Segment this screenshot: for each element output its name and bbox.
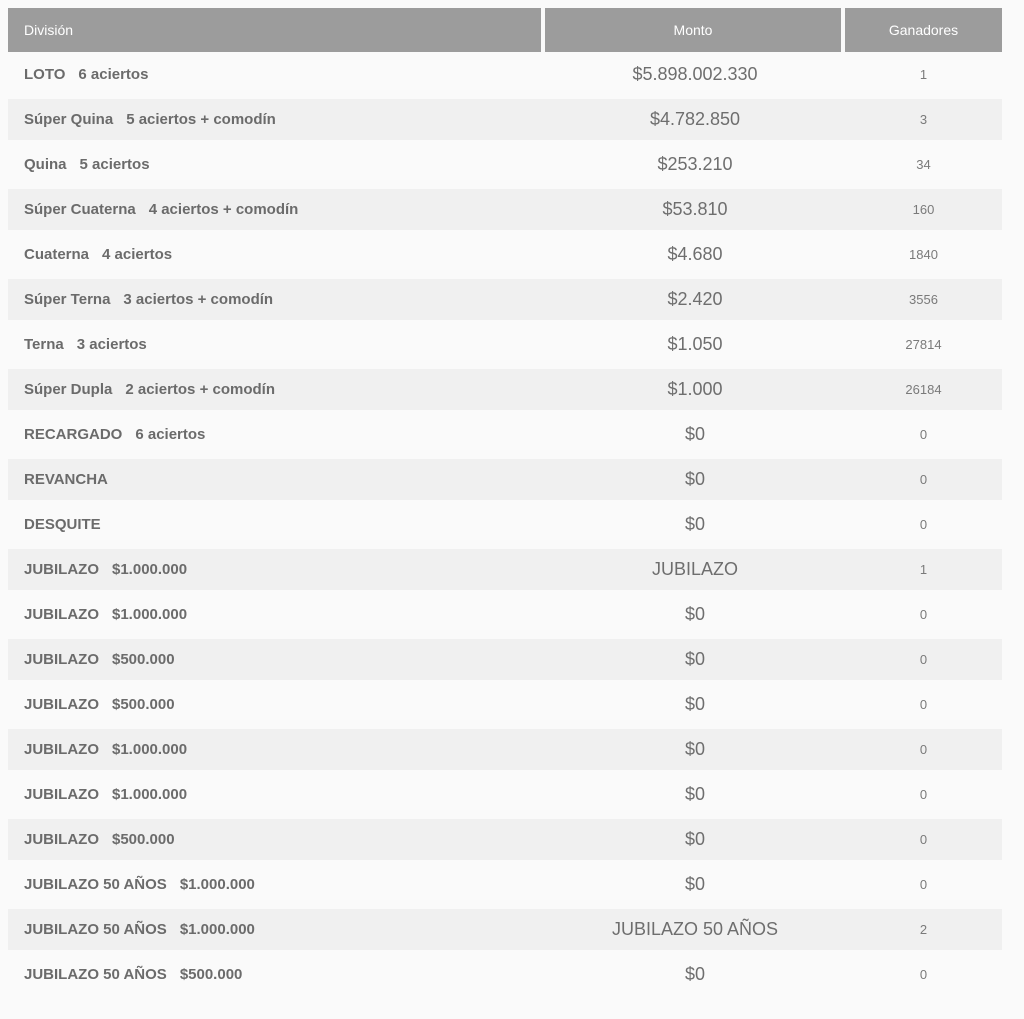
division-cell — [8, 639, 545, 680]
table-row — [8, 187, 1002, 232]
ganadores-cell: 3556 — [909, 292, 938, 307]
division-name: Cuaterna — [24, 246, 90, 263]
table-row — [8, 367, 1002, 412]
division-detail: $1.000.000 — [112, 741, 188, 758]
monto-cell: JUBILAZO 50 AÑOS — [611, 919, 779, 939]
division-cell — [8, 414, 545, 455]
ganadores-cell: 0 — [919, 517, 928, 532]
monto-cell: $253.210 — [657, 154, 733, 174]
table-row — [8, 682, 1002, 727]
column-header-ganadores: Ganadores — [845, 8, 1002, 52]
division-detail: 3 aciertos — [76, 336, 147, 353]
division-detail: 4 aciertos — [102, 246, 173, 263]
monto-cell: $0 — [684, 604, 706, 624]
division-name: Súper Terna — [24, 291, 111, 308]
division-name: Quina — [24, 156, 67, 173]
division-cell — [8, 504, 545, 545]
division-detail: 3 aciertos + comodín — [123, 291, 274, 308]
monto-cell: $0 — [684, 829, 706, 849]
division-detail: $1.000.000 — [179, 876, 255, 893]
ganadores-cell: 0 — [919, 652, 928, 667]
division-cell — [8, 549, 545, 590]
division-cell — [8, 369, 545, 410]
division-name: JUBILAZO 50 AÑOS — [24, 876, 167, 893]
division-name: JUBILAZO — [24, 561, 99, 578]
column-header-division: División — [8, 8, 541, 52]
monto-cell: $53.810 — [662, 199, 728, 219]
monto-cell: $0 — [684, 784, 706, 804]
ganadores-cell: 0 — [919, 742, 928, 757]
division-detail: $1.000.000 — [179, 921, 255, 938]
division-name: RECARGADO — [24, 426, 123, 443]
column-header-monto: Monto — [545, 8, 841, 52]
table-row — [8, 547, 1002, 592]
division-cell — [8, 864, 545, 905]
division-name: JUBILAZO — [24, 741, 99, 758]
table-row — [8, 412, 1002, 457]
ganadores-cell: 0 — [919, 697, 928, 712]
monto-cell: $1.050 — [667, 334, 723, 354]
monto-cell: JUBILAZO — [651, 559, 739, 579]
division-cell — [8, 189, 545, 230]
ganadores-cell: 1 — [919, 67, 928, 82]
division-detail: $1.000.000 — [112, 786, 188, 803]
table-row — [8, 637, 1002, 682]
division-detail: $500.000 — [112, 651, 175, 668]
division-detail: $500.000 — [112, 831, 175, 848]
division-cell — [8, 324, 545, 365]
division-name: Terna — [24, 336, 64, 353]
table-row — [8, 277, 1002, 322]
ganadores-cell: 26184 — [905, 382, 942, 397]
ganadores-cell: 0 — [919, 967, 928, 982]
table-row — [8, 727, 1002, 772]
division-name: REVANCHA — [24, 471, 108, 488]
ganadores-cell: 0 — [919, 472, 928, 487]
table-row — [8, 142, 1002, 187]
division-detail: $1.000.000 — [112, 561, 188, 578]
ganadores-cell: 2 — [919, 922, 928, 937]
ganadores-cell: 27814 — [905, 337, 942, 352]
division-name: JUBILAZO — [24, 606, 99, 623]
table-row — [8, 772, 1002, 817]
division-cell — [8, 54, 545, 95]
ganadores-cell: 0 — [919, 787, 928, 802]
table-row — [8, 862, 1002, 907]
division-cell — [8, 279, 545, 320]
table-row — [8, 232, 1002, 277]
division-name: Súper Dupla — [24, 381, 113, 398]
monto-cell: $0 — [684, 694, 706, 714]
ganadores-cell: 0 — [919, 607, 928, 622]
table-row — [8, 457, 1002, 502]
division-detail: 2 aciertos + comodín — [125, 381, 275, 398]
ganadores-cell: 3 — [919, 112, 928, 127]
division-cell — [8, 819, 545, 860]
division-detail: $500.000 — [179, 966, 243, 983]
table-row — [8, 952, 1002, 997]
table-row — [8, 97, 1002, 142]
division-cell — [8, 234, 545, 275]
division-cell — [8, 684, 545, 725]
table-row — [8, 592, 1002, 637]
division-name: JUBILAZO — [24, 831, 99, 848]
division-name: JUBILAZO — [24, 651, 99, 668]
division-cell — [8, 774, 545, 815]
division-name: Súper Quina — [24, 111, 114, 128]
lottery-results-table — [8, 8, 1002, 997]
table-row — [8, 502, 1002, 547]
ganadores-cell: 0 — [919, 877, 928, 892]
division-cell — [8, 729, 545, 770]
monto-cell: $4.680 — [667, 244, 723, 264]
division-detail: $500.000 — [112, 696, 175, 713]
monto-cell: $0 — [684, 649, 706, 669]
division-cell — [8, 459, 545, 500]
division-cell — [8, 594, 545, 635]
division-name: JUBILAZO — [24, 786, 99, 803]
ganadores-cell: 34 — [916, 157, 931, 172]
monto-cell: $4.782.850 — [649, 109, 741, 129]
division-detail: 5 aciertos — [79, 156, 150, 173]
division-detail: 5 aciertos + comodín — [126, 111, 276, 128]
monto-cell: $0 — [684, 424, 706, 444]
division-name: DESQUITE — [24, 516, 101, 533]
ganadores-cell: 0 — [919, 832, 928, 847]
table-row — [8, 817, 1002, 862]
table-row — [8, 52, 1002, 97]
division-detail: 4 aciertos + comodín — [148, 201, 299, 218]
division-detail: 6 aciertos — [135, 426, 206, 443]
table-row — [8, 322, 1002, 367]
ganadores-cell: 0 — [919, 427, 928, 442]
table-header-row — [8, 8, 1002, 52]
monto-cell: $0 — [684, 514, 706, 534]
division-name: JUBILAZO — [24, 696, 99, 713]
monto-cell: $0 — [684, 739, 706, 759]
division-cell — [8, 99, 545, 140]
ganadores-cell: 160 — [912, 202, 935, 217]
division-cell — [8, 144, 545, 185]
division-name: LOTO — [24, 66, 66, 83]
division-name: JUBILAZO 50 AÑOS — [24, 966, 167, 983]
ganadores-cell: 1840 — [909, 247, 938, 262]
division-name: Súper Cuaterna — [24, 201, 136, 218]
monto-cell: $0 — [684, 964, 706, 984]
monto-cell: $2.420 — [667, 289, 723, 309]
division-cell — [8, 909, 545, 950]
division-name: JUBILAZO 50 AÑOS — [24, 921, 167, 938]
monto-cell: $0 — [684, 874, 706, 894]
table-body — [8, 52, 1002, 997]
division-detail: 6 aciertos — [78, 66, 149, 83]
monto-cell: $0 — [684, 469, 706, 489]
monto-cell: $5.898.002.330 — [632, 64, 758, 84]
table-row — [8, 907, 1002, 952]
division-cell — [8, 954, 545, 995]
division-detail: $1.000.000 — [112, 606, 188, 623]
monto-cell: $1.000 — [667, 379, 723, 399]
ganadores-cell: 1 — [919, 562, 928, 577]
